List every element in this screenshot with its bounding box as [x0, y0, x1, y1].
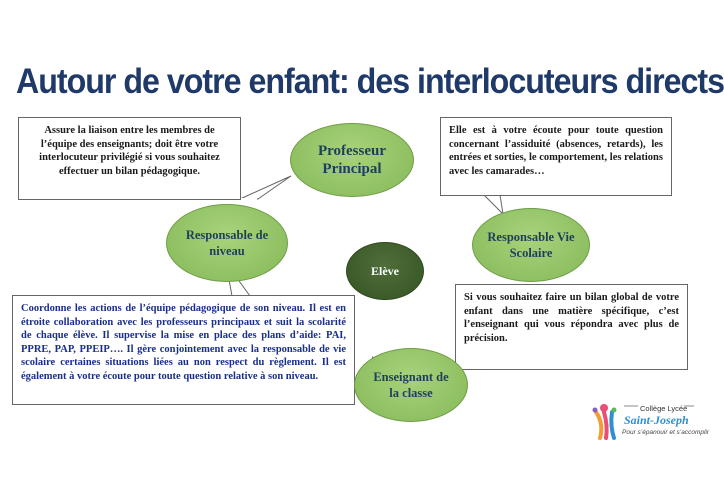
page-title: Autour de votre enfant: des interlocuteurs directs — [16, 62, 724, 101]
logo-text-college: Collège Lycée — [640, 404, 688, 413]
node-responsable-niveau: Responsable de niveau — [166, 204, 288, 282]
logo-text-name: Saint-Joseph — [624, 413, 689, 427]
node-eleve: Elève — [346, 242, 424, 300]
callout-vie-scolaire: Elle est à votre écoute pour toute question concernant l’assiduité (absences, retards), les entrées et sorties, le comportement, les relations avec les camarades… — [440, 117, 672, 196]
logo-text-tagline: Pour s’épanouir et s’accomplir — [622, 429, 710, 436]
callout-professeur-principal: Assure la liaison entre les membres de l’équipe des enseignants; doit être votre interlocuteur privilégié si vous souhaitez effectuer un bilan pédagogique. — [18, 117, 241, 200]
callout-responsable-niveau: Coordonne les actions de l’équipe pédagogique de son niveau. Il est en étroite collaboration avec les professeurs principaux et suit la scolarité de chaque élève. Il supervise la mise en place des plans d’aide: PAI, PPRE, PAP, PPEIP…. Il gère conjointement avec la responsable de vie scolaire certaines situations liées au non respect du règlement. Il est également à votre écoute pour toute question relative à son niveau. — [12, 295, 355, 405]
node-professeur-principal: Professeur Principal — [290, 123, 414, 197]
node-responsable-vie-scolaire: Responsable Vie Scolaire — [472, 208, 590, 282]
callout-enseignant: Si vous souhaitez faire un bilan global de votre enfant dans une matière spécifique, c’est l’enseignant qui vous répondra avec plus de précision. — [455, 284, 688, 370]
node-enseignant: Enseignant de la classe — [354, 348, 468, 422]
